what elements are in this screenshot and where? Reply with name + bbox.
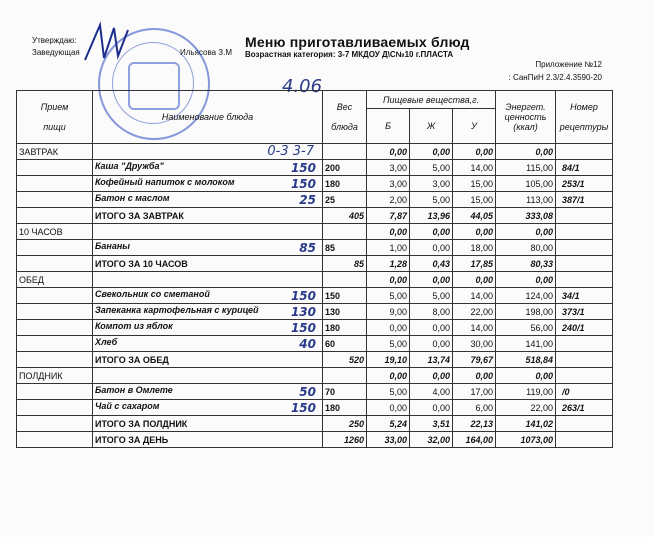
- recipe-number: [556, 416, 613, 432]
- value-kcal: 333,08: [496, 208, 556, 224]
- weight-cell: [323, 224, 367, 240]
- meal-section-label: ПОЛДНИК: [17, 368, 93, 384]
- value-zh: 13,74: [410, 352, 453, 368]
- recipe-number: 263/1: [556, 400, 613, 416]
- dish-name-text: Батон с маслом: [95, 192, 170, 203]
- value-b: 5,00: [367, 288, 410, 304]
- table-row: [17, 224, 613, 240]
- handwritten-portion: 50: [299, 384, 316, 399]
- weight-cell: 60: [323, 336, 367, 352]
- value-zh: 0,00: [410, 144, 453, 160]
- recipe-number: [556, 272, 613, 288]
- meal-cell: [17, 352, 93, 368]
- dish-name: [93, 384, 323, 400]
- value-zh: 0,00: [410, 368, 453, 384]
- value-b: 3,00: [367, 176, 410, 192]
- recipe-number: [556, 256, 613, 272]
- dish-name-text: ИТОГО ЗА ДЕНЬ: [95, 434, 169, 445]
- dish-name: [93, 160, 323, 176]
- weight-cell: 180: [323, 400, 367, 416]
- handwritten-age-group: 0-3 3-7: [267, 144, 314, 159]
- dish-name-text: ИТОГО ЗА ПОЛДНИК: [95, 418, 188, 429]
- appendix-label: Приложение №12: [535, 60, 602, 69]
- value-zh: 3,51: [410, 416, 453, 432]
- handwritten-portion: 150: [290, 160, 316, 175]
- value-kcal: 141,02: [496, 416, 556, 432]
- table-row: [17, 192, 613, 208]
- header-b: Б: [367, 109, 410, 144]
- value-kcal: 80,33: [496, 256, 556, 272]
- table-row: [17, 320, 613, 336]
- value-zh: 13,96: [410, 208, 453, 224]
- dish-name: [93, 416, 323, 432]
- meal-cell: [17, 432, 93, 448]
- value-b: 1,28: [367, 256, 410, 272]
- meal-section-label: ОБЕД: [17, 272, 93, 288]
- value-u: 18,00: [453, 240, 496, 256]
- recipe-number: /0: [556, 384, 613, 400]
- dish-name: [93, 320, 323, 336]
- value-u: 15,00: [453, 176, 496, 192]
- recipe-number: [556, 208, 613, 224]
- table-row: [17, 144, 613, 160]
- value-b: 0,00: [367, 224, 410, 240]
- value-b: 9,00: [367, 304, 410, 320]
- meal-cell: [17, 208, 93, 224]
- weight-cell: [323, 272, 367, 288]
- dish-name-text: ИТОГО ЗА ЗАВТРАК: [95, 210, 184, 221]
- value-kcal: 1073,00: [496, 432, 556, 448]
- handwritten-portion: 150: [290, 288, 316, 303]
- weight-cell: 520: [323, 352, 367, 368]
- value-u: 79,67: [453, 352, 496, 368]
- meal-cell: [17, 336, 93, 352]
- weight-cell: [323, 368, 367, 384]
- value-b: 0,00: [367, 320, 410, 336]
- value-zh: 3,00: [410, 176, 453, 192]
- dish-name: [93, 192, 323, 208]
- weight-cell: 85: [323, 256, 367, 272]
- value-b: 2,00: [367, 192, 410, 208]
- dish-name: [93, 224, 323, 240]
- header-weight: Вес блюда: [323, 91, 367, 144]
- table-row: [17, 208, 613, 224]
- weight-cell: 1260: [323, 432, 367, 448]
- value-b: 5,00: [367, 384, 410, 400]
- weight-cell: 85: [323, 240, 367, 256]
- dish-name: [93, 176, 323, 192]
- recipe-number: [556, 432, 613, 448]
- dish-name: [93, 256, 323, 272]
- dish-name-text: Бананы: [95, 240, 130, 251]
- handwritten-portion: 25: [299, 192, 316, 207]
- weight-cell: 180: [323, 176, 367, 192]
- value-zh: 0,00: [410, 400, 453, 416]
- approval-name: Ильясова З.М: [180, 48, 233, 57]
- value-b: 7,87: [367, 208, 410, 224]
- recipe-number: 34/1: [556, 288, 613, 304]
- value-kcal: 56,00: [496, 320, 556, 336]
- value-kcal: 113,00: [496, 192, 556, 208]
- value-zh: 8,00: [410, 304, 453, 320]
- dish-name: [93, 144, 323, 160]
- handwritten-portion: 150: [290, 400, 316, 415]
- value-b: 5,00: [367, 336, 410, 352]
- dish-name-text: Батон в Омлете: [95, 384, 173, 395]
- weight-cell: 150: [323, 288, 367, 304]
- value-zh: 5,00: [410, 288, 453, 304]
- meal-cell: [17, 416, 93, 432]
- value-kcal: 198,00: [496, 304, 556, 320]
- weight-cell: 130: [323, 304, 367, 320]
- recipe-number: 84/1: [556, 160, 613, 176]
- meal-cell: [17, 176, 93, 192]
- table-row: [17, 336, 613, 352]
- page-title: Меню приготавливаемых блюд: [245, 34, 470, 50]
- value-zh: 0,43: [410, 256, 453, 272]
- meal-section-label: 10 ЧАСОВ: [17, 224, 93, 240]
- table-row: [17, 368, 613, 384]
- table-row: [17, 176, 613, 192]
- value-kcal: 115,00: [496, 160, 556, 176]
- value-kcal: 0,00: [496, 368, 556, 384]
- dish-name: [93, 304, 323, 320]
- header-zh: Ж: [410, 109, 453, 144]
- value-kcal: 518,84: [496, 352, 556, 368]
- meal-cell: [17, 304, 93, 320]
- value-zh: 0,00: [410, 272, 453, 288]
- menu-table: [16, 90, 613, 448]
- handwritten-portion: 150: [290, 176, 316, 191]
- meal-cell: [17, 240, 93, 256]
- meal-cell: [17, 384, 93, 400]
- value-zh: 4,00: [410, 384, 453, 400]
- value-u: 17,85: [453, 256, 496, 272]
- table-row: [17, 240, 613, 256]
- value-b: 0,00: [367, 144, 410, 160]
- value-u: 15,00: [453, 192, 496, 208]
- recipe-number: [556, 224, 613, 240]
- recipe-number: 373/1: [556, 304, 613, 320]
- dish-name: [93, 400, 323, 416]
- header-recipe: Номер рецептуры: [556, 91, 613, 144]
- table-row: [17, 256, 613, 272]
- dish-name: [93, 336, 323, 352]
- recipe-number: [556, 352, 613, 368]
- approval-role: Заведующая: [32, 48, 80, 57]
- header-nutrients: Пищевые вещества,г.: [367, 91, 496, 109]
- value-zh: 5,00: [410, 192, 453, 208]
- recipe-number: 387/1: [556, 192, 613, 208]
- recipe-number: [556, 336, 613, 352]
- value-u: 22,00: [453, 304, 496, 320]
- value-zh: 0,00: [410, 320, 453, 336]
- recipe-number: 253/1: [556, 176, 613, 192]
- table-row: [17, 272, 613, 288]
- dish-name-text: ИТОГО ЗА ОБЕД: [95, 354, 169, 365]
- value-b: 1,00: [367, 240, 410, 256]
- weight-cell: 180: [323, 320, 367, 336]
- value-zh: 32,00: [410, 432, 453, 448]
- value-u: 14,00: [453, 288, 496, 304]
- value-zh: 5,00: [410, 160, 453, 176]
- dish-name-text: Каша "Дружба": [95, 160, 164, 171]
- value-kcal: 0,00: [496, 224, 556, 240]
- value-u: 0,00: [453, 272, 496, 288]
- value-kcal: 0,00: [496, 272, 556, 288]
- value-u: 0,00: [453, 224, 496, 240]
- value-u: 14,00: [453, 320, 496, 336]
- header-u: У: [453, 109, 496, 144]
- value-b: 0,00: [367, 272, 410, 288]
- weight-cell: 405: [323, 208, 367, 224]
- meal-cell: [17, 400, 93, 416]
- recipe-number: 240/1: [556, 320, 613, 336]
- meal-cell: [17, 320, 93, 336]
- dish-name-text: Хлеб: [95, 336, 118, 347]
- table-row: [17, 288, 613, 304]
- table-row: [17, 432, 613, 448]
- value-kcal: 22,00: [496, 400, 556, 416]
- dish-name: [93, 352, 323, 368]
- weight-cell: [323, 144, 367, 160]
- value-zh: 0,00: [410, 336, 453, 352]
- handwritten-portion: 85: [299, 240, 316, 255]
- meal-cell: [17, 160, 93, 176]
- value-kcal: 124,00: [496, 288, 556, 304]
- value-zh: 0,00: [410, 240, 453, 256]
- dish-name-text: Свекольник со сметаной: [95, 288, 210, 299]
- value-u: 0,00: [453, 144, 496, 160]
- dish-name-text: Запеканка картофельная с курицей: [95, 304, 259, 315]
- value-u: 0,00: [453, 368, 496, 384]
- dish-name: [93, 288, 323, 304]
- dish-name-text: ИТОГО ЗА 10 ЧАСОВ: [95, 258, 188, 269]
- dish-name: [93, 240, 323, 256]
- value-b: 33,00: [367, 432, 410, 448]
- dish-name-text: Компот из яблок: [95, 320, 173, 331]
- value-kcal: 141,00: [496, 336, 556, 352]
- page-subtitle: Возрастная категория: 3-7 МКДОУ Д\С№10 г.ПЛАСТА: [245, 50, 454, 59]
- table-row: [17, 304, 613, 320]
- dish-name: [93, 432, 323, 448]
- dish-name: [93, 208, 323, 224]
- meal-cell: [17, 256, 93, 272]
- handwritten-date: 4.06: [282, 76, 323, 97]
- handwritten-portion: 40: [299, 336, 316, 351]
- value-u: 14,00: [453, 160, 496, 176]
- dish-name-text: Кофейный напиток с молоком: [95, 176, 235, 187]
- value-u: 164,00: [453, 432, 496, 448]
- value-b: 19,10: [367, 352, 410, 368]
- header-meal: Прием пищи: [17, 91, 93, 144]
- value-kcal: 119,00: [496, 384, 556, 400]
- value-u: 17,00: [453, 384, 496, 400]
- recipe-number: [556, 144, 613, 160]
- approval-label: Утверждаю:: [32, 36, 77, 45]
- value-u: 30,00: [453, 336, 496, 352]
- weight-cell: 200: [323, 160, 367, 176]
- value-u: 6,00: [453, 400, 496, 416]
- value-kcal: 0,00: [496, 144, 556, 160]
- dish-name-text: Чай с сахаром: [95, 400, 160, 411]
- signature: [80, 20, 150, 70]
- table-row: [17, 384, 613, 400]
- handwritten-portion: 150: [290, 320, 316, 335]
- value-b: 0,00: [367, 368, 410, 384]
- value-b: 5,24: [367, 416, 410, 432]
- value-zh: 0,00: [410, 224, 453, 240]
- table-row: [17, 416, 613, 432]
- dish-name: [93, 272, 323, 288]
- table-row: [17, 400, 613, 416]
- meal-cell: [17, 192, 93, 208]
- meal-section-label: ЗАВТРАК: [17, 144, 93, 160]
- value-b: 3,00: [367, 160, 410, 176]
- meal-cell: [17, 288, 93, 304]
- table-row: [17, 352, 613, 368]
- value-u: 44,05: [453, 208, 496, 224]
- table-row: [17, 160, 613, 176]
- recipe-number: [556, 240, 613, 256]
- value-u: 22,13: [453, 416, 496, 432]
- dish-name: [93, 368, 323, 384]
- recipe-number: [556, 368, 613, 384]
- value-kcal: 105,00: [496, 176, 556, 192]
- sanpin-label: : СанПиН 2.3/2.4.3590-20: [508, 73, 602, 82]
- handwritten-portion: 130: [290, 304, 316, 319]
- value-b: 0,00: [367, 400, 410, 416]
- header-dish: Наименование блюда: [93, 91, 323, 144]
- weight-cell: 25: [323, 192, 367, 208]
- weight-cell: 70: [323, 384, 367, 400]
- header-energy: Энергет. ценность (ккал): [496, 91, 556, 144]
- value-kcal: 80,00: [496, 240, 556, 256]
- weight-cell: 250: [323, 416, 367, 432]
